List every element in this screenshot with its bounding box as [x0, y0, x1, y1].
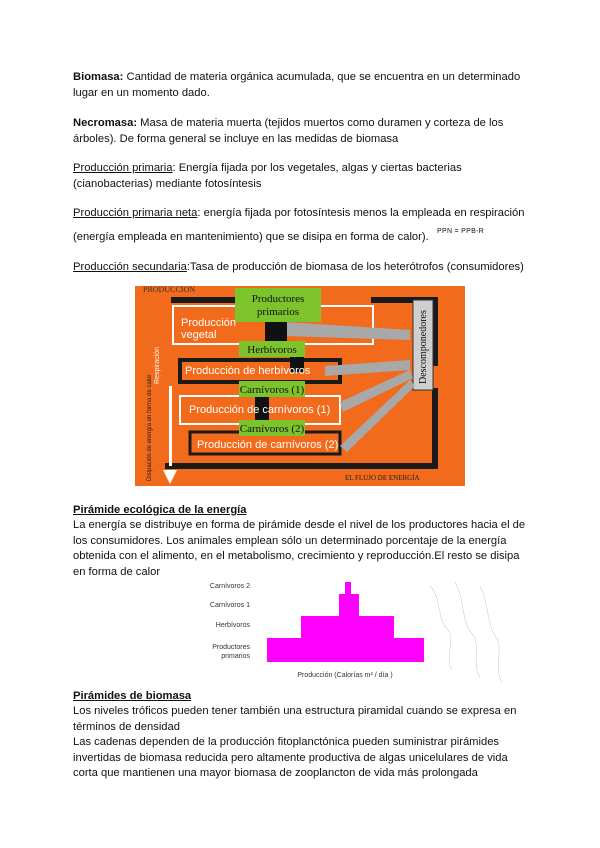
- pyramid-bar-productores: [267, 638, 424, 662]
- arrow-calor-shaft: [169, 386, 172, 466]
- level-label-productores-1: Productores: [212, 644, 250, 651]
- label-carnivoros2-box: Carnívoros (2): [239, 423, 305, 435]
- label-disipacion: Disipación de energía en forma de calor: [147, 374, 153, 481]
- label-prod-carnivoros1: Producción de carnívoros (1): [189, 404, 331, 416]
- text-necromasa: Masa de materia muerta (tejidos muertos como duramen y corteza de los árboles). De forma general se incluye en las medidas de biomasa: [73, 117, 504, 145]
- descomponedores-label: Descomponedores: [418, 310, 429, 384]
- text-piramides-biomasa-2: Las cadenas dependen de la producción fitoplanctónica pueden suministrar pirámides invertidas de biomasa reducida pero altamente productiva de algas unicelulares de vida corta que mantienen una mayor biomasa de zooplancton de vida más prolongada: [73, 736, 508, 779]
- label-flujo-energia: EL FLUJO DE ENERGÍA: [345, 474, 420, 482]
- label-respiracion: Respiración: [154, 347, 161, 384]
- text-produccion-secundaria: :Tasa de producción de biomasa de los heterótrofos (consumidores): [186, 261, 524, 273]
- top-cut-label: PRODUCCIÓN: [143, 286, 196, 294]
- pyramid-bar-carnivoros1: [339, 594, 359, 616]
- definition-produccion-primaria-neta: [73, 206, 533, 222]
- label-herbivoros-box: Herbívoros: [247, 344, 297, 356]
- definition-biomasa: [73, 70, 533, 101]
- energy-flow-diagram: [135, 286, 465, 486]
- text-biomasa: Cantidad de materia orgánica acumulada, que se encuentra en un determinado lugar en un momento dado.: [73, 71, 521, 99]
- text-produccion-primaria: : Energía fijada por los vegetales, algas y ciertas bacterias (cianobacterias) mediante fotosíntesis: [73, 162, 462, 190]
- level-label-carnivoros1: Carnívoros 1: [209, 602, 250, 609]
- label-primarios: primarios: [256, 306, 300, 318]
- text-produccion-primaria-neta: : energía fijada por fotosíntesis menos la empleada en respiración: [197, 207, 525, 219]
- term-necromasa: Necromasa:: [73, 117, 138, 129]
- label-productores: Productores: [251, 293, 305, 305]
- label-prod-herbivoros: Producción de herbívoros: [185, 365, 311, 377]
- label-prod-vegetal-1: Producción: [181, 317, 237, 329]
- pyramid-xlabel: Producción (Calorías m² / día ): [297, 672, 393, 679]
- label-prod-carnivoros2: Producción de carnívoros (2): [197, 439, 339, 451]
- heading-piramide-energia: Pirámide ecológica de la energía: [73, 504, 247, 516]
- formula-ppn: PPN = PPB-R: [437, 228, 485, 235]
- term-biomasa: Biomasa:: [73, 71, 124, 83]
- term-produccion-primaria: Producción primaria: [73, 162, 173, 174]
- level-label-productores-2: primarios: [221, 653, 250, 660]
- level-label-carnivoros2: Carnívoros 2: [209, 583, 250, 590]
- term-produccion-secundaria: Producción secundaria: [73, 261, 187, 273]
- pyramid-bar-herbivoros: [301, 616, 394, 638]
- definition-necromasa: [73, 116, 533, 147]
- level-label-herbivoros: Herbívoros: [215, 622, 250, 629]
- definition-produccion-primaria-neta-2: (energía empleada en mantenimiento) que se disipa en forma de calor).: [73, 231, 429, 243]
- term-produccion-primaria-neta: Producción primaria neta: [73, 207, 198, 219]
- label-carnivoros1-box: Carnívoros (1): [239, 384, 305, 396]
- heading-piramides-biomasa: Pirámides de biomasa: [73, 690, 192, 702]
- definition-produccion-secundaria: [73, 260, 533, 276]
- text-piramide-energia: La energía se distribuye en forma de pirámide desde el nivel de los productores hacia el de los consumidores. Los animales emplean sólo un determinado porcentaje de la energía obtenida con el alimento, en el metabolismo, crecimiento y reproducción.El resto se disipa en forma de calor: [73, 519, 526, 578]
- pyramid-bar-carnivoros2: [345, 582, 351, 594]
- definition-produccion-primaria: [73, 161, 533, 192]
- energy-pyramid-chart: [180, 578, 520, 688]
- text-piramides-biomasa-1: Los niveles tróficos pueden tener también una estructura piramidal cuando se expresa en términos de densidad: [73, 705, 517, 733]
- label-prod-vegetal-2: vegetal: [181, 329, 217, 341]
